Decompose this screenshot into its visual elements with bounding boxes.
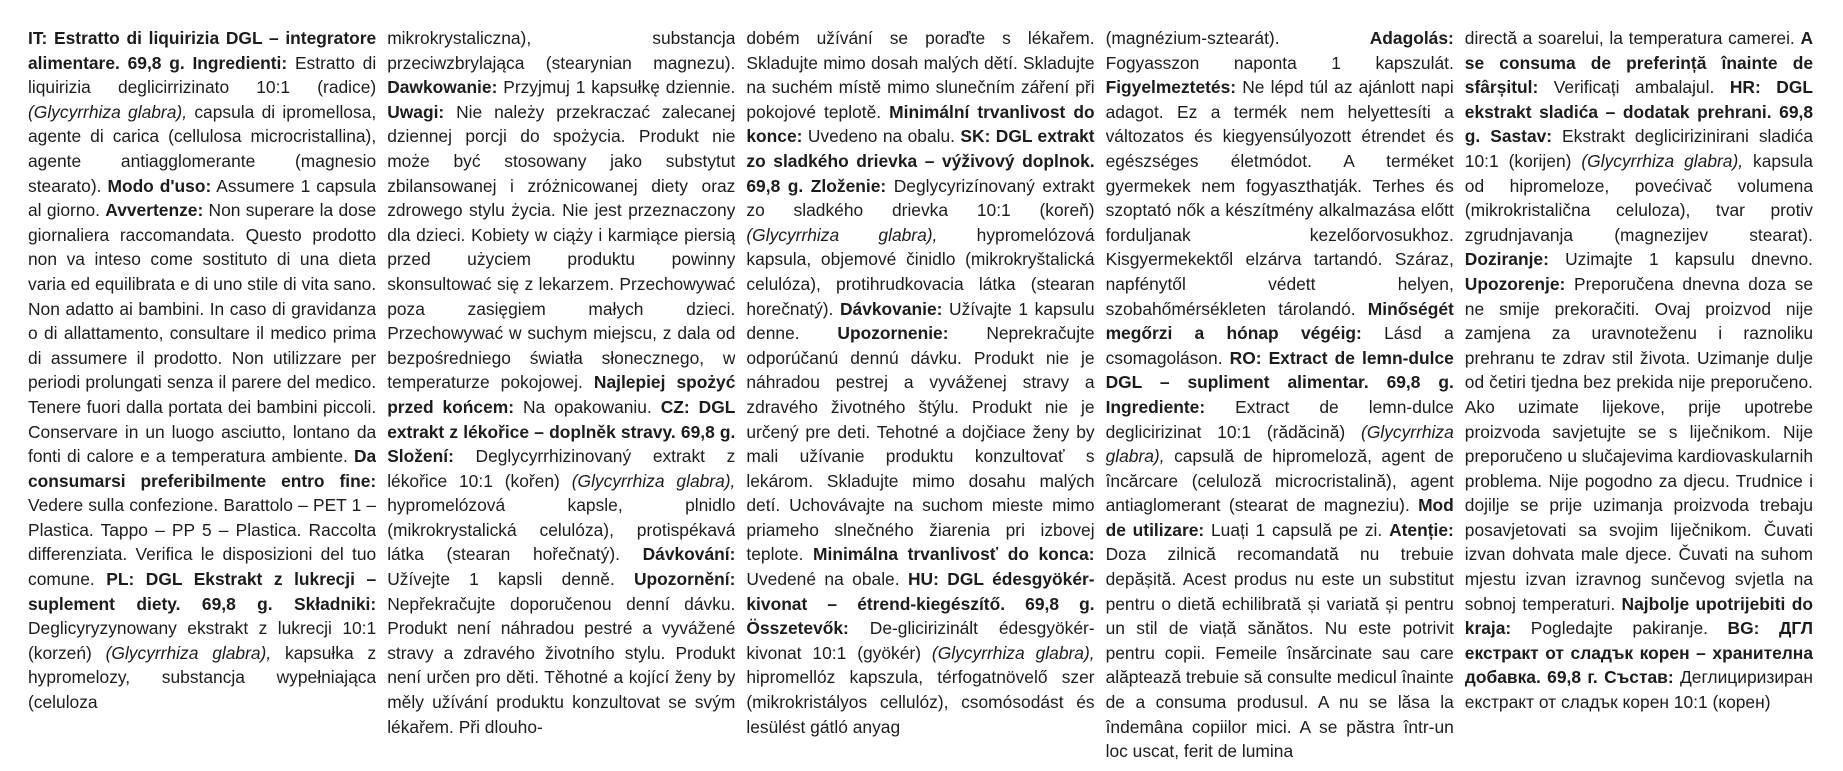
- latin-name-text: (Glycyrrhiza glabra),: [105, 642, 272, 663]
- body-text: Fogyasszon naponta 1 kapszulát.: [1105, 52, 1454, 73]
- latin-name-text: (Glycyrrhiza glabra),: [931, 642, 1095, 663]
- body-text: Verificați ambalajul.: [1538, 77, 1730, 98]
- bold-heading-text: IT: Estratto di liquirizia DGL – integratore alimentare. 69,8 g. Ingredienti:: [28, 28, 377, 73]
- body-text: Ne lépd túl az ajánlott napi adagot. Ez a termék nem helyettesíti a változatos és kiegyensúlyozott étrendet és egészséges életmódot. A terméket gyermekek nem fogyaszthatják. Terhes és szoptató nők a készítmény alkalmazása előtt forduljanak kezelőorvosukhoz. Kisgyermekektől elzárva tartandó. Száraz, napfénytől védett helyen, szobahőmérsékleten tárolandó.: [1105, 77, 1454, 319]
- body-text: Deglycyrrhizinovaný extrakt z lékořice 10:1 (kořen): [387, 446, 736, 491]
- bold-heading-text: SK: DGL extrakt zo sladkého drievka – výživový doplnok. 69,8 g. Zloženie:: [746, 126, 1095, 196]
- body-text: Doza zilnică recomandată nu trebuie depășită. Acest produs nu este un substitut pentru o dietă echilibrată și variată și pentru un stil de viață sănătos. Nu este potrivit pentru copii. Femeile însărcinate sau care alăptează trebuie să consulte medicul înainte de a consuma produsul. A nu se lăsa la îndemâna copiilor mici. A se păstra într-un loc uscat, ferit de lumina: [1105, 544, 1454, 762]
- body-text: Nepřekračujte doporučenou denní dávku. Produkt není náhradou pestré a vyvážené stravy a zdravého životního stylu. Produkt není určen pro děti. Těhotné a kojící ženy by měly užívání produktu konzultovat se svým lékařem. Při dlouho-: [387, 593, 736, 737]
- bold-heading-text: Minimální trvanlivost do konce:: [746, 101, 1095, 147]
- body-text: Estratto di liquirizia deglicirrizinato 10:1 (radice): [28, 52, 377, 98]
- bold-heading-text: Dávkování:: [642, 544, 736, 565]
- body-text: Pogledajte pakiranje.: [1511, 618, 1728, 639]
- body-text: capsula di ipromellosa, agente di carica (cellulosa microcristallina), agente antiagglomerante (magnesio stearato).: [28, 101, 377, 196]
- body-text: hipromellóz kapszula, térfogatnövelő szer (mikrokristályos cellulóz), csomósodást és lesülést gátló anyag: [746, 667, 1095, 737]
- body-text: Lásd a csomagoláson.: [1105, 323, 1454, 368]
- bold-heading-text: Dawkowanie:: [387, 77, 498, 98]
- body-text: Vedere sulla confezione. Barattolo – PET 1 – Plastica. Tappo – PP 5 – Plastica. Raccolta differenziata. Verifica le disposizioni del tuo comune.: [28, 495, 377, 590]
- body-text: kapsula od hipromeloze, povećivač volumena (mikrokristalična celuloza), tvar protiv zgrudnjavanja (magnezijev stearat).: [1464, 150, 1813, 245]
- bold-heading-text: HU: DGL édesgyökér-kivonat – étrend-kiegészítő. 69,8 g. Összetevők:: [746, 569, 1095, 639]
- body-text: Preporučena dnevna doza se ne smije prekoračiti. Ovaj proizvod nije zamjena za uravnoteženu i raznoliku prehranu te zdrav stil života. Uzimanje dulje od četiri tjedna bez prekida nije preporučeno. Ako uzimate lijekove, prije upotrebe proizvoda savjetujte se s liječnikom. Nije preporučeno u slučajevima kardiovaskularnih problema. Nije pogodno za djecu. Trudnice i dojilje se prije uzimanja proizvoda trebaju posavjetovati sa svojim liječnikom. Čuvati izvan dohvata male djece. Čuvati na suhom mjestu izvan izravnog sunčevog svjetla na sobnoj temperaturi.: [1464, 273, 1813, 614]
- text-column-1: [28, 26, 376, 771]
- body-text: Deglycyrizínovaný extrakt zo sladkého drievka 10:1 (koreň): [746, 175, 1095, 221]
- bold-heading-text: CZ: DGL extrakt z lékořice – doplněk stravy. 69,8 g. Složení:: [387, 396, 736, 467]
- body-text: mikrokrystaliczna), substancja przeciwzbrylająca (stearynian magnezu).: [387, 28, 736, 73]
- latin-name-text: (Glycyrrhiza glabra),: [746, 224, 938, 245]
- text-column-3: [746, 26, 1094, 771]
- bold-heading-text: HR: DGL ekstrakt sladića – dodatak prehrani. 69,8 g. Sastav:: [1464, 77, 1813, 147]
- body-text: Non superare la dose giornaliera raccomandata. Questo prodotto non va inteso come sostituto di una dieta varia ed equilibrata e di uno stile di vita sano. Non adatto ai bambini. In caso di gravidanza o di allattamento, consultare il medico prima di assumere il prodotto. Non utilizzare per periodi prolungati senza il parere del medico. Tenere fuori dalla portata dei bambini piccoli. Conservare in un luogo asciutto, lontano da fonti di calore e a temperatura ambiente.: [28, 200, 377, 467]
- bold-heading-text: Uwagi:: [387, 101, 445, 122]
- body-text: dobém užívání se poraďte s lékařem. Skladujte mimo dosah malých dětí. Skladujte na suchém místě mimo slunečním záření při pokojové teplotě.: [746, 28, 1095, 122]
- bold-heading-text: Adagolás:: [1369, 28, 1454, 48]
- body-text: Assumere 1 capsula al giorno.: [28, 175, 377, 221]
- body-text: hypromelózová kapsula, objemové činidlo (mikrokryštalická celulóza), protihrudkovacia látka (stearan horečnatý).: [746, 224, 1095, 319]
- bold-heading-text: Upozornenie:: [837, 323, 949, 344]
- body-text: Užívejte 1 kapsli denně.: [387, 569, 634, 590]
- body-text: Deglicyryzynowany ekstrakt z lukrecji 10:1 (korzeń): [28, 618, 377, 663]
- body-text: Extract de lemn-dulce deglicirizinat 10:1 (rădăcină): [1105, 396, 1454, 442]
- body-text: Ekstrakt deglicirizinirani sladića 10:1 (korijen): [1464, 126, 1813, 171]
- body-text: Neprekračujte odporúčanú dennú dávku. Produkt nie je náhradou pestrej a vyváženej stravy a zdravého životného štýlu. Produkt nie je určený pre deti. Tehotné a dojčiace ženy by mali užívanie produktu konzultovať s lekárom. Skladujte mimo dosahu malých detí. Uchovávajte na suchom mieste mimo priameho slnečného žiarenia pri izbovej teplote.: [746, 323, 1095, 565]
- bold-heading-text: Upozornění:: [633, 569, 736, 590]
- text-column-5: [1465, 26, 1813, 771]
- latin-name-text: (Glycyrrhiza glabra),: [1105, 421, 1454, 467]
- bold-heading-text: Minimálna trvanlivosť do konca:: [813, 544, 1095, 565]
- body-text: kapsułka z hypromelozy, substancja wypełniająca (celuloza: [28, 642, 377, 713]
- bold-heading-text: Figyelmeztetés:: [1105, 77, 1237, 98]
- body-text: Uvedeno na obalu.: [802, 126, 961, 147]
- bold-heading-text: Avvertenze:: [105, 200, 204, 221]
- body-text: capsulă de hipromeloză, agent de încărcare (celuloză microcristalină), agent antiaglomerant (stearat de magneziu).: [1105, 446, 1454, 516]
- body-text: directă a soarelui, la temperatura camerei.: [1464, 28, 1801, 48]
- body-text: Užívajte 1 kapsulu denne.: [746, 298, 1095, 344]
- body-text: hypromelózová kapsle, plnidlo (mikrokrystalická celulóza), protispékavá látka (stearan hořečnatý).: [387, 495, 736, 565]
- bold-heading-text: Doziranje:: [1464, 249, 1549, 270]
- body-text: Luați 1 capsulă pe zi.: [1204, 519, 1390, 540]
- body-text: De-glicirizinált édesgyökér-kivonat 10:1 (gyökér): [746, 618, 1095, 663]
- bold-heading-text: Najbolje upotrijebiti do kraja:: [1464, 593, 1813, 639]
- body-text: Uvedené na obale.: [746, 569, 908, 590]
- body-text: Przyjmuj 1 kapsułkę dziennie.: [497, 77, 736, 98]
- latin-name-text: (Glycyrrhiza glabra),: [1581, 150, 1744, 171]
- body-text: Na opakowaniu.: [514, 396, 661, 417]
- latin-name-text: (Glycyrrhiza glabra),: [571, 470, 736, 491]
- bold-heading-text: Upozorenje:: [1464, 273, 1566, 294]
- bold-heading-text: PL: DGL Ekstrakt z lukrecji – suplement diety. 69,8 g. Składniki:: [28, 569, 377, 614]
- bold-heading-text: BG: ДГЛ екстракт от сладък корен – хранителна добавка. 69,8 г. Състав:: [1464, 618, 1813, 688]
- bold-heading-text: Mod de utilizare:: [1105, 495, 1454, 540]
- body-text: Деглициризиран екстракт от сладък корен 10:1 (корен): [1464, 667, 1813, 713]
- bold-heading-text: RO: Extract de lemn-dulce DGL – supliment alimentar. 69,8 g. Ingrediente:: [1105, 347, 1454, 417]
- body-text: (magnézium-sztearát).: [1105, 28, 1370, 48]
- text-column-2: [387, 26, 735, 771]
- latin-name-text: (Glycyrrhiza glabra),: [28, 101, 188, 122]
- bold-heading-text: Minőségét megőrzi a hónap végéig:: [1105, 298, 1454, 344]
- text-column-4: [1106, 26, 1454, 771]
- bold-heading-text: Atenție:: [1389, 519, 1454, 540]
- body-text: Nie należy przekraczać zalecanej dziennej porcji do spożycia. Produkt nie może być stosowany jako substytut zbilansowanej i zróżnicowanej diety oraz zdrowego stylu życia. Nie jest przeznaczony dla dzieci. Kobiety w ciąży i karmiące piersią przed użyciem produktu powinny skonsultować się z lekarzem. Przechowywać poza zasięgiem małych dzieci. Przechowywać w suchym miejscu, z dala od bezpośredniego światła słonecznego, w temperaturze pokojowej.: [387, 101, 736, 393]
- bold-heading-text: Najlepiej spożyć przed końcem:: [387, 372, 736, 417]
- bold-heading-text: Modo d'uso:: [107, 175, 212, 196]
- bold-heading-text: Dávkovanie:: [839, 298, 943, 319]
- body-text: Uzimajte 1 kapsulu dnevno.: [1548, 249, 1813, 270]
- bold-heading-text: A se consuma de preferință înainte de sfârșitul:: [1464, 28, 1813, 98]
- bold-heading-text: Da consumarsi preferibilmente entro fine:: [28, 446, 377, 491]
